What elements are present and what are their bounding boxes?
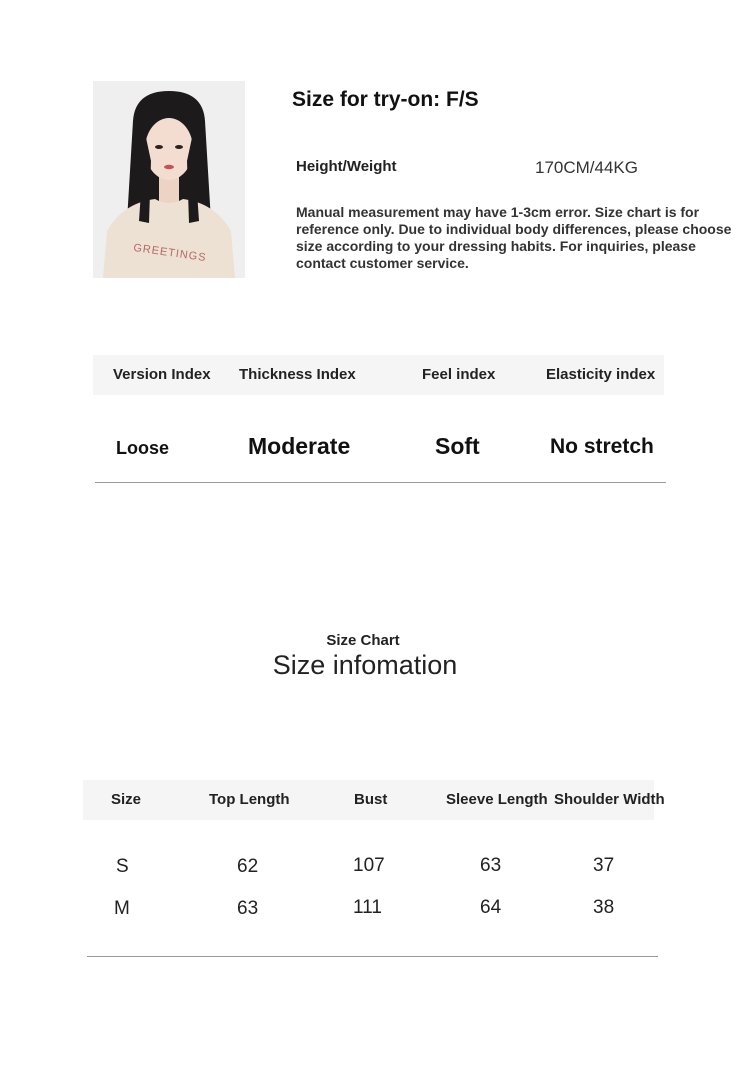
thickness-index-header: Thickness Index	[239, 366, 356, 383]
size-cell: M	[114, 898, 130, 919]
bust-cell: 107	[353, 855, 385, 876]
size-table-divider	[87, 956, 658, 957]
size-chart-caption: Size Chart	[326, 632, 400, 649]
thickness-index-value: Moderate	[248, 433, 351, 459]
version-index-header: Version Index	[113, 366, 211, 383]
shoulder-width-cell: 38	[593, 897, 615, 918]
bust-cell: 111	[353, 897, 382, 918]
size-cell: S	[116, 856, 129, 877]
shoulder-width-column-header: Shoulder Width	[554, 791, 665, 808]
tryon-size-title: Size for try-on: F/S	[292, 88, 479, 111]
model-photo	[93, 81, 245, 278]
version-index-value: Loose	[116, 438, 170, 458]
height-weight-value: 170CM/44KG	[535, 158, 638, 177]
measurement-note: Manual measurement may have 1-3cm error. Size chart is for reference only. Due to individual body differences, please choose size according to your dressing habits. For inquiries, please contact customer service.	[296, 204, 732, 271]
top-length-column-header: Top Length	[209, 791, 290, 808]
elasticity-index-value: No stretch	[550, 435, 654, 458]
elasticity-index-header: Elasticity index	[546, 366, 656, 383]
feel-index-value: Soft	[435, 433, 480, 459]
size-chart-title: Size infomation	[272, 650, 458, 680]
feel-index-header: Feel index	[422, 366, 496, 383]
top-length-cell: 63	[237, 898, 259, 919]
top-length-cell: 62	[237, 856, 259, 877]
shirt-print-text: GREETINGS	[132, 241, 208, 265]
index-divider	[95, 482, 666, 483]
sleeve-length-cell: 64	[480, 897, 502, 918]
sleeve-length-column-header: Sleeve Length	[446, 791, 548, 808]
shoulder-width-cell: 37	[593, 855, 615, 876]
bust-column-header: Bust	[354, 791, 388, 808]
sleeve-length-cell: 63	[480, 855, 502, 876]
size-column-header: Size	[111, 791, 142, 808]
height-weight-label: Height/Weight	[296, 158, 397, 175]
